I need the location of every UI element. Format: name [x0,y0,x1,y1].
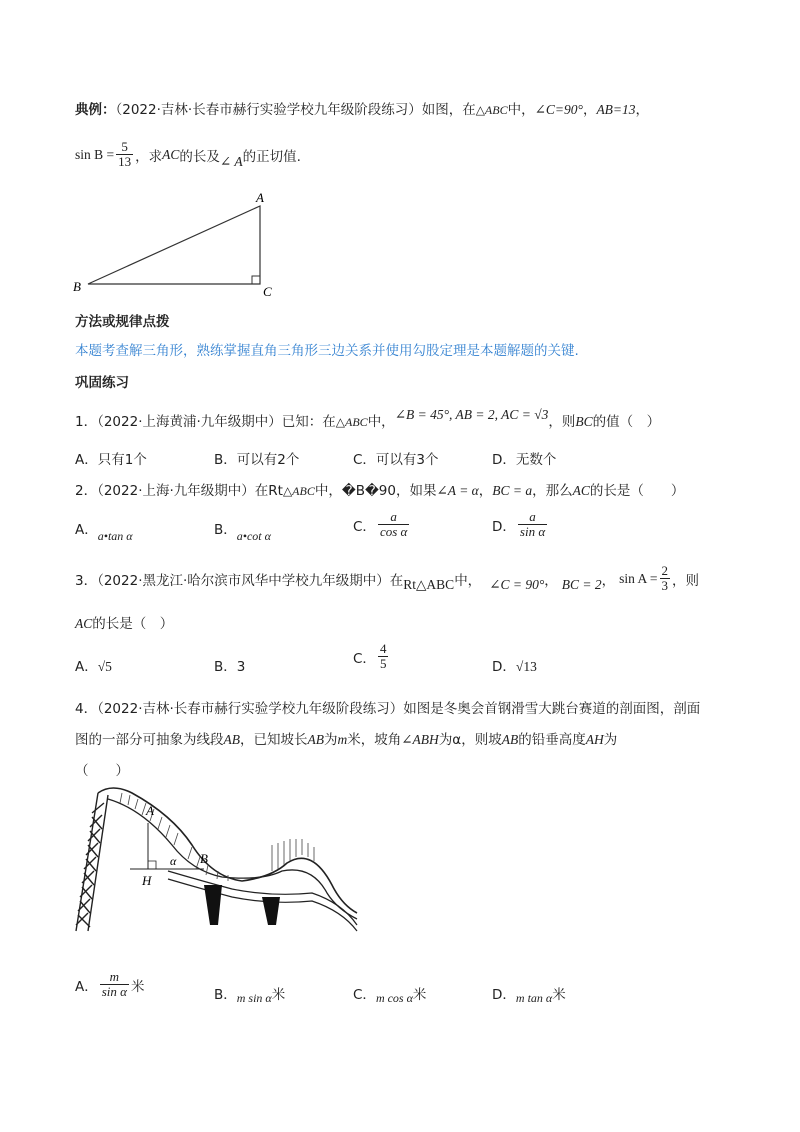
support-pillar-right [262,897,280,925]
q4-l2-e: 为α，则坡 [438,732,502,748]
q1-stem-a: 1．（2022·上海黄浦·九年级期中）已知：在 [75,414,336,430]
q3-stem-2 [75,612,173,632]
q1-stem-b: 中， [367,414,395,430]
method-body: 本题考查解三角形，熟练掌握直角三角形三边关系并使用勾股定理是本题解题的关键. [75,343,579,359]
q3-stem-a: 3．（2022·黑龙江·哈尔滨市风华中学校九年级期中）在 [75,572,404,589]
q4-option-c[interactable] [353,983,426,1003]
q3-cond2: BC = 2 [561,576,602,592]
q3-option-b-label: B． [214,659,237,675]
q3-option-d-label: D． [492,659,516,675]
q4-l2-b: ，已知坡长 [240,732,308,748]
q3-sep1: ， [544,572,558,589]
example-line-2 [75,140,301,169]
q3-option-d-value: √13 [515,659,537,674]
q2-option-a-value: a•tan α [97,529,133,543]
q1-condition: ∠B = 45°, AB = 2, AC = √3 [394,407,549,422]
q3-stem [75,564,699,593]
q4-option-b-value: m sin α [236,991,272,1005]
q3-option-b[interactable] [214,655,245,675]
q4-option-b[interactable] [214,983,285,1003]
q4-line-2 [75,728,617,748]
q2-option-d-den: sin α [519,524,546,539]
q4-option-c-unit: 米 [412,987,427,1003]
triangle-figure [70,190,290,300]
example-text3: 的长及 [179,148,220,165]
q1-stem-c: ，则 [548,414,576,430]
support-pillar-left [204,885,222,925]
triangle-name: △ABC [475,103,508,117]
example-text2: ，求 [135,148,163,165]
angle-a: ∠ A [219,153,243,169]
practice-heading: 巩固练习 [75,375,129,391]
q4-option-c-value: m cos α [375,991,413,1005]
q2-option-b-label: B． [214,522,237,538]
q3-sin-fraction [660,564,671,593]
q3-triangle: Rt△ABC [403,576,455,592]
q3-ac: AC [75,616,93,631]
separator: ， [635,102,650,118]
ab-condition: AB=13 [596,102,636,117]
ramp-upper-edge [98,788,357,913]
q2-option-b-value: a•cot α [236,529,271,543]
ski-jump-figure [72,785,362,935]
q4-option-a-num: m [109,969,120,984]
q3-sep2: ， [601,572,616,589]
q1-stem [75,407,661,430]
example-label: 典例： [75,102,116,118]
q2-option-a-label: A． [75,522,98,538]
q4-option-d-unit: 米 [552,987,566,1003]
q4-option-b-label: B． [214,987,237,1003]
q1-triangle: △ABC [335,415,368,429]
q2-option-d[interactable] [492,510,549,539]
q2-option-a[interactable] [75,518,133,543]
q3-option-a-value: √5 [97,659,112,674]
q4-l2-f: 的铅垂高度 [518,732,586,748]
q4-l2-a: 图的一部分可抽象为线段 [75,732,224,748]
q2-triangle: △ABC [282,484,315,498]
example-mid: 中， [507,102,535,118]
q4-ah: AH [585,732,604,747]
point-a-label: A [146,803,154,818]
tower-structure [76,793,108,931]
q2-stem-a: 2．（2022·上海·九年级期中）在Rt [75,483,283,499]
sinb-den: 13 [118,154,132,169]
q4-option-d[interactable] [492,983,566,1003]
q4-ab: AB [223,732,240,747]
ac-symbol: AC [162,146,180,162]
q4-option-b-unit: 米 [271,987,286,1003]
q3-option-a-label: A． [75,659,98,675]
q4-l2-g: 为 [603,732,618,748]
separator: ， [582,102,597,118]
q4-l2-c: 为 [324,732,338,748]
q4-l2-d: 米，坡角 [347,732,402,748]
track-band-lower [168,879,357,931]
sinb-fraction [116,140,133,169]
q3-option-c-label: C． [353,650,376,667]
q4-option-a[interactable] [75,970,145,999]
right-angle-mark [252,276,260,284]
q3-option-d[interactable] [492,655,537,675]
alpha-label: α [170,854,177,868]
q3-option-c-fraction [378,642,389,671]
q2-option-d-label: D． [492,518,516,535]
q2-option-c[interactable] [353,510,411,539]
q3-cond1: ∠C = 90° [489,576,545,592]
q2-ac: AC [572,483,590,498]
vertex-b-label: B [73,279,81,294]
q3-sin-left: sin A = [619,570,658,586]
q4-angle: ∠ABH [401,732,439,747]
q4-option-a-den: sin α [101,984,127,999]
right-angle-mark [148,861,156,869]
q1-option-c[interactable]: C．可以有3个 [353,452,439,468]
q4-option-d-label: D． [492,987,516,1003]
q3-option-b-value: 3 [236,659,246,675]
q4-option-c-label: C． [353,987,376,1003]
q2-option-c-label: C． [353,518,376,535]
q3-stem-d: 的长是（ ） [92,616,174,632]
q2-cond2: BC = a [492,483,533,498]
q4-m: m [337,732,348,747]
q2-stem-c: ， [478,483,493,499]
angle-condition: ∠C=90° [534,102,583,117]
q1-stem-d: 的值（ ） [592,414,661,430]
example-source: （2022·吉林·长春市赫行实验学校九年级阶段练习）如图，在 [115,102,476,118]
q2-option-b[interactable] [214,518,271,543]
q4-option-a-label: A． [75,978,98,995]
sinb-num: 5 [121,139,128,154]
triangle-shape [88,206,260,284]
q1-option-b[interactable]: B．可以有2个 [214,452,300,468]
q3-sin-num: 2 [661,563,669,578]
q3-sin-den: 3 [661,578,669,593]
method-heading: 方法或规律点拨 [75,314,170,330]
q2-option-c-num: a [390,509,397,524]
q2-option-c-den: cos α [379,524,408,539]
q2-stem-e: 的长是（ ） [589,483,685,499]
q3-option-c-num: 4 [379,641,387,656]
q1-option-d[interactable]: D．无数个 [492,452,557,468]
q1-option-a[interactable]: A．只有1个 [75,452,147,468]
point-h-label: H [142,873,152,888]
q4-line-1: 4．（2022·吉林·长春市赫行实验学校九年级阶段练习）如图是冬奥会首钢滑雪大跳台赛道的剖面图，剖面 [75,701,701,717]
q2-option-d-fraction [518,510,547,539]
q3-stem-b: 中， [454,572,482,589]
q4-ab3: AB [501,732,519,747]
q3-option-a[interactable] [75,655,112,675]
example-text4: 的正切值. [242,148,301,165]
q2-option-d-num: a [529,509,536,524]
example-line-1 [75,98,649,118]
q4-ab2: AB [307,732,324,747]
sinb-left: sin B = [75,146,115,162]
q4-option-a-fraction [100,970,129,999]
q2-stem-d: ，那么 [532,483,573,499]
q3-option-c[interactable] [353,642,390,671]
q2-stem [75,479,684,499]
q3-stem-c: ，则 [672,572,700,589]
q2-option-c-fraction [378,510,409,539]
q4-line-3: （ ） [75,763,129,779]
q4-option-a-unit: 米 [131,978,145,995]
q2-cond1: ∠A = α [436,483,479,498]
q1-bc: BC [575,414,593,429]
vertex-a-label: A [256,190,264,205]
point-b-label: B [200,851,208,866]
vertex-c-label: C [263,284,272,299]
q2-stem-b: 中，�B�90，如果 [314,483,437,499]
q3-option-c-den: 5 [379,656,387,671]
q4-option-d-value: m tan α [515,991,553,1005]
